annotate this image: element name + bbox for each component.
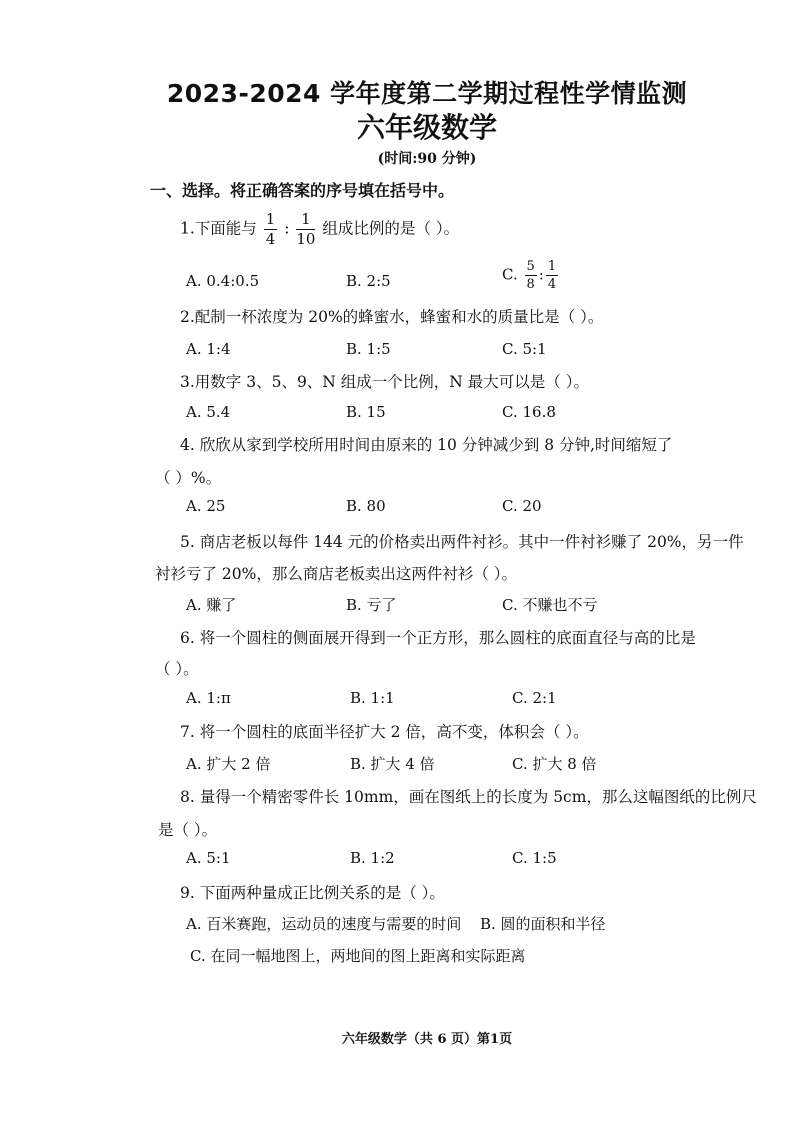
q3-option-b: B. 15 [346,403,386,421]
q8-option-b: B. 1:2 [350,849,395,867]
q1-option-c-f1-numerator: 5 [526,259,535,274]
question-6-line-2: （ ）。 [155,660,199,678]
question-1 [180,212,459,247]
page-footer: 六年级数学（共 6 页）第1页 [341,1032,513,1047]
q4-option-b: B. 80 [346,497,386,515]
q7-option-c: C. 扩大 8 倍 [512,755,597,773]
fraction-2 [296,212,315,247]
q8-option-c: C. 1:5 [512,849,557,867]
q5-option-c: C. 不赚也不亏 [502,596,598,614]
q4-option-a: A. 25 [186,497,226,515]
q1-option-c-colon: : [538,265,544,284]
q1-option-c-f2-numerator: 1 [547,259,557,274]
fraction-1-numerator: 1 [265,210,276,228]
question-2: 2.配制一杯浓度为 20%的蜂蜜水，蜂蜜和水的质量比是（ ）。 [180,308,604,326]
exam-title: 2023-2024 学年度第二学期过程性学情监测 [166,79,688,108]
q1-option-c-f1-denominator: 8 [526,277,535,292]
question-9: 9. 下面两种量成正比例关系的是（ ）。 [180,884,445,902]
question-3: 3.用数字 3、5、9、N 组成一个比例，N 最大可以是（ ）。 [180,373,589,391]
q1-option-c-f2-denominator: 4 [547,277,557,292]
q5-option-a: A. 赚了 [186,596,237,614]
q2-option-c: C. 5:1 [502,340,547,358]
q3-option-a: A. 5.4 [186,403,231,421]
q3-option-c: C. 16.8 [502,403,556,421]
q8-option-a: A. 5:1 [186,849,231,867]
q7-option-a: A. 扩大 2 倍 [186,755,271,773]
q9-option-a: A. 百米赛跑，运动员的速度与需要的时间 [186,915,462,933]
question-7: 7. 将一个圆柱的底面半径扩大 2 倍，高不变，体积会（ ）。 [180,723,589,741]
fraction-1 [264,212,278,247]
q1-option-c-fraction-2 [546,260,558,291]
q6-option-a: A. 1:π [186,689,231,707]
exam-time: (时间:90 分钟) [377,151,477,167]
q6-option-c: C. 2:1 [512,689,557,707]
question-5-line-2: 衬衫亏了 20%，那么商店老板卖出这两件衬衫（ ）。 [155,565,518,583]
question-5-line-1: 5. 商店老板以每件 144 元的价格卖出两件衬衫。其中一件衬衫赚了 20%，另一件 [180,533,744,551]
fraction-2-numerator: 1 [296,212,315,230]
question-4-line-2: （ ）%。 [155,469,222,487]
ratio-colon: : [284,219,290,238]
section-heading: 一、选择。将正确答案的序号填在括号中。 [150,181,455,200]
question-8-line-1: 8. 量得一个精密零件长 10mm，画在图纸上的长度为 5cm，那么这幅图纸的比例尺 [180,788,757,806]
fraction-1-denominator: 4 [265,230,276,248]
question-4-line-1: 4. 欣欣从家到学校所用时间由原来的 10 分钟减少到 8 分钟,时间缩短了 [180,436,673,454]
question-1-prefix: 1.下面能与 [180,219,257,238]
question-8-line-2: 是（ ）。 [158,821,218,839]
q7-option-b: B. 扩大 4 倍 [350,755,435,773]
exam-subject: 六年级数学 [356,111,497,144]
question-6-line-1: 6. 将一个圆柱的侧面展开得到一个正方形，那么圆柱的底面直径与高的比是 [180,629,696,647]
fraction-2-denominator: 10 [296,230,316,248]
q9-option-b: B. 圆的面积和半径 [480,915,606,933]
q9-option-c: C. 在同一幅地图上，两地间的图上距离和实际距离 [190,947,526,965]
q2-option-a: A. 1:4 [186,340,231,358]
q1-option-c [502,260,560,291]
question-1-suffix: 组成比例的是（ ）。 [322,219,460,238]
q4-option-c: C. 20 [502,497,542,515]
q2-option-b: B. 1:5 [346,340,391,358]
q1-option-b: B. 2:5 [346,272,391,290]
q5-option-b: B. 亏了 [346,596,397,614]
q1-option-a: A. 0.4:0.5 [186,272,260,290]
q1-option-c-label: C. [502,265,518,284]
q6-option-b: B. 1:1 [350,689,395,707]
q1-option-c-fraction-1 [525,260,537,291]
